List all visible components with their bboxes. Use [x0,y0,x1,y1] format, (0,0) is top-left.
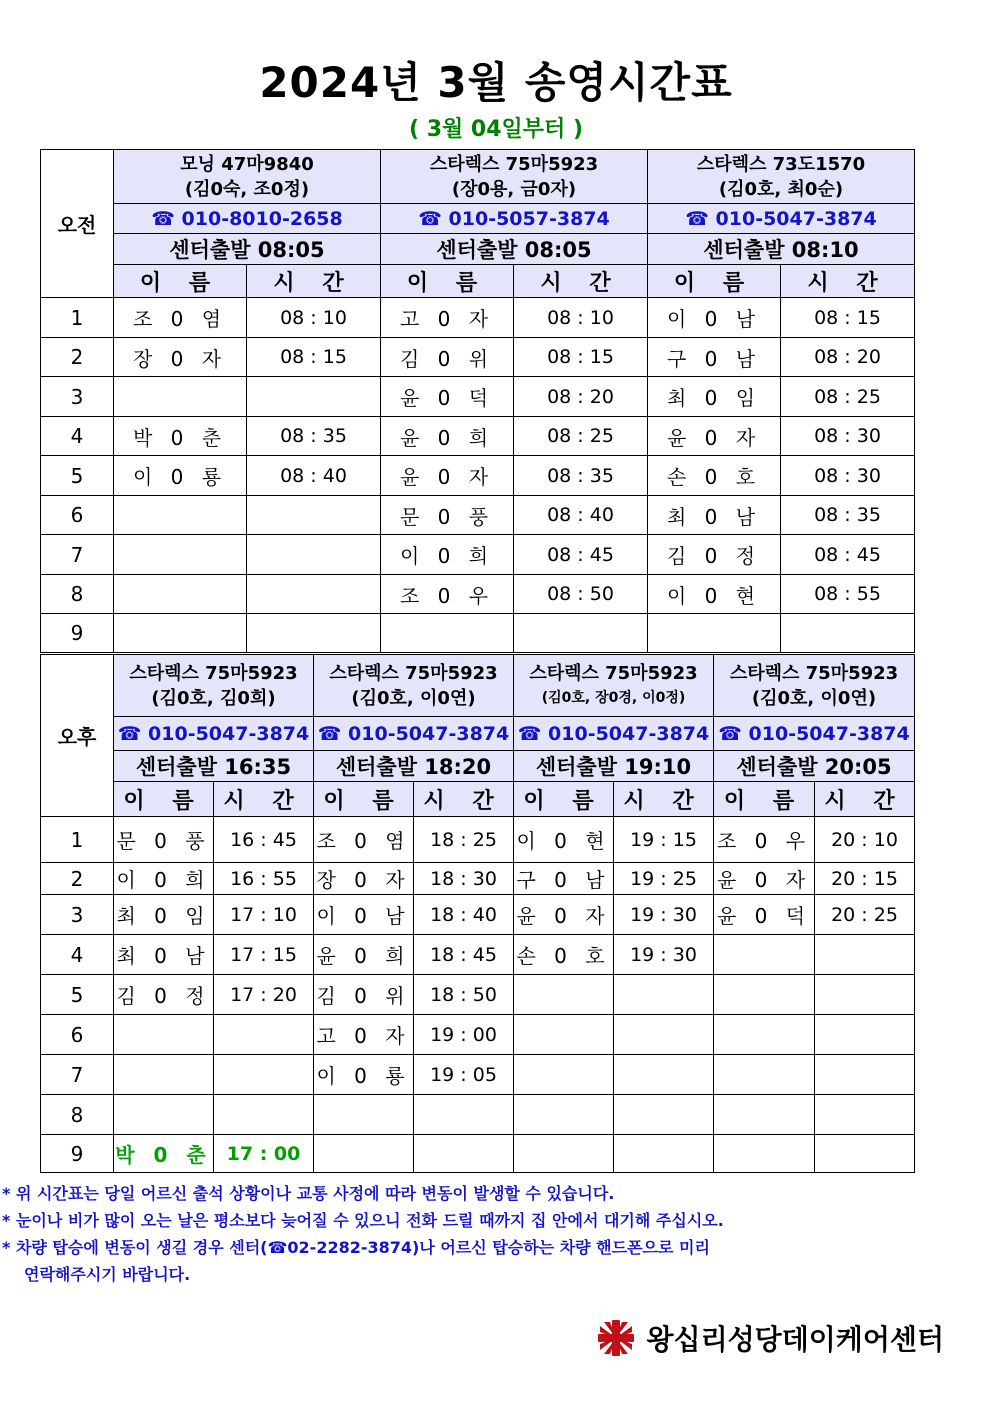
pickup-time: 18 : 25 [414,817,514,863]
passenger-name: 이 0 현 [648,575,781,614]
pickup-time: 18 : 45 [414,935,514,975]
passenger-name: 이 0 현 [514,817,614,863]
pickup-time: 16 : 45 [214,817,314,863]
passenger-name: 최 0 임 [114,895,214,935]
table-row [41,417,915,456]
pickup-time [614,1135,714,1173]
pickup-time: 08 : 40 [514,496,648,535]
row-number: 3 [41,377,114,417]
pickup-time: 08 : 15 [514,338,648,377]
passenger-name: 구 0 남 [648,338,781,377]
passenger-name: 이 0 룡 [114,456,247,496]
passenger-name: 윤 0 덕 [714,895,815,935]
pickup-time [815,1095,915,1135]
pickup-time: 17 : 20 [214,975,314,1015]
table-row [41,338,915,377]
passenger-name [114,535,247,575]
passenger-name: 문 0 풍 [114,817,214,863]
departure-time: 센터출발 16:35 [114,751,314,782]
passenger-name: 윤 0 자 [381,456,514,496]
note-line: * 눈이나 비가 많이 오는 날은 평소보다 늦어질 수 있으니 전화 드릴 때까지 집 안에서 대기해 주십시오. [2,1211,724,1230]
time-column-header: 시 간 [247,265,381,298]
page-subtitle: ( 3월 04일부터 ) [408,117,584,142]
name-column-header: 이 름 [114,782,214,817]
passenger-name [114,1015,214,1055]
pickup-time: 19 : 00 [414,1015,514,1055]
row-number: 5 [41,456,114,496]
pickup-time: 19 : 25 [614,863,714,895]
passenger-name: 조 0 우 [714,817,815,863]
pickup-time [614,1015,714,1055]
pickup-time: 08 : 10 [514,298,648,338]
morning-schedule-table [40,149,915,653]
pickup-time: 08 : 35 [247,417,381,456]
departure-time: 센터출발 08:10 [648,234,915,265]
pickup-time [514,614,648,653]
pickup-time: 20 : 10 [815,817,915,863]
pickup-time [414,1135,514,1173]
passenger-name: 이 0 룡 [314,1055,414,1095]
pickup-time: 19 : 15 [614,817,714,863]
table-row [41,535,915,575]
passenger-name [714,935,815,975]
afternoon-schedule-table [40,654,915,1173]
name-column-header: 이 름 [648,265,781,298]
cross-emblem-icon [596,1318,636,1358]
note-line: 연락해주시기 바랍니다. [24,1265,191,1284]
passenger-name: 윤 0 희 [381,417,514,456]
passenger-name: 이 0 희 [114,863,214,895]
pickup-time [214,1095,314,1135]
pickup-time [414,1095,514,1135]
morning-label: 오전 [41,150,114,298]
passenger-name: 이 0 남 [314,895,414,935]
passenger-name: 박 0 춘 [114,417,247,456]
pickup-time [247,614,381,653]
organization-logo [596,1318,944,1358]
table-row [41,817,915,863]
passenger-name: 김 0 정 [648,535,781,575]
name-column-header: 이 름 [714,782,815,817]
vehicle-phone: ☎ 010-5057-3874 [381,204,648,234]
pickup-time: 17 : 15 [214,935,314,975]
table-row [41,496,915,535]
passenger-name: 최 0 남 [648,496,781,535]
pickup-time: 08 : 20 [781,338,915,377]
row-number: 2 [41,863,114,895]
pickup-time: 16 : 55 [214,863,314,895]
notes [0,1180,992,1288]
pickup-time: 19 : 30 [614,895,714,935]
passenger-name: 박 0 춘 [114,1135,214,1173]
pickup-time: 08 : 25 [781,377,915,417]
table-row [41,975,915,1015]
row-number: 9 [41,614,114,653]
page-title: 2024년 3월 송영시간표 [259,58,733,107]
pickup-time: 08 : 20 [514,377,648,417]
organization-name: 왕십리성당데이케어센터 [646,1323,944,1356]
passenger-name: 고 0 자 [381,298,514,338]
departure-time: 센터출발 08:05 [114,234,381,265]
passenger-name [314,1135,414,1173]
table-row [41,863,915,895]
time-column-header: 시 간 [514,265,648,298]
pickup-time [614,1095,714,1135]
passenger-name: 윤 0 자 [714,863,815,895]
pickup-time: 08 : 55 [781,575,915,614]
name-column-header: 이 름 [381,265,514,298]
pickup-time [815,935,915,975]
vehicle-header: 모닝 47마9840 (김0숙, 조0정) [114,150,381,204]
pickup-time: 08 : 10 [247,298,381,338]
row-number: 3 [41,895,114,935]
passenger-name: 문 0 풍 [381,496,514,535]
vehicle-phone: ☎ 010-8010-2658 [114,204,381,234]
pickup-time: 08 : 50 [514,575,648,614]
row-number: 8 [41,1095,114,1135]
passenger-name [314,1095,414,1135]
pickup-time: 17 : 00 [214,1135,314,1173]
passenger-name: 고 0 자 [314,1015,414,1055]
afternoon-label: 오후 [41,655,114,817]
passenger-name: 김 0 위 [314,975,414,1015]
table-row [41,377,915,417]
pickup-time: 18 : 30 [414,863,514,895]
vehicle-phone: ☎ 010-5047-3874 [514,717,714,751]
table-row [41,895,915,935]
passenger-name [514,1095,614,1135]
passenger-name [714,1135,815,1173]
pickup-time: 19 : 30 [614,935,714,975]
row-number: 1 [41,298,114,338]
vehicle-phone: ☎ 010-5047-3874 [314,717,514,751]
pickup-time: 19 : 05 [414,1055,514,1095]
pickup-time: 18 : 50 [414,975,514,1015]
passenger-name [714,1055,815,1095]
passenger-name [381,614,514,653]
pickup-time [815,975,915,1015]
passenger-name: 최 0 남 [114,935,214,975]
table-row [41,1055,915,1095]
pickup-time: 08 : 45 [781,535,915,575]
row-number: 2 [41,338,114,377]
table-row [41,575,915,614]
row-number: 9 [41,1135,114,1173]
passenger-name: 장 0 자 [114,338,247,377]
row-number: 6 [41,496,114,535]
time-column-header: 시 간 [815,782,915,817]
table-row [41,935,915,975]
passenger-name: 이 0 남 [648,298,781,338]
row-number: 6 [41,1015,114,1055]
departure-time: 센터출발 08:05 [381,234,648,265]
pickup-time: 08 : 15 [247,338,381,377]
time-column-header: 시 간 [614,782,714,817]
vehicle-header: 스타렉스 75마5923 (김0호, 장0경, 이0정) [514,655,714,717]
pickup-time [781,614,915,653]
row-number: 7 [41,1055,114,1095]
name-column-header: 이 름 [114,265,247,298]
time-column-header: 시 간 [781,265,915,298]
name-column-header: 이 름 [514,782,614,817]
table-row [41,1135,915,1173]
departure-time: 센터출발 19:10 [514,751,714,782]
vehicle-phone: ☎ 010-5047-3874 [714,717,915,751]
note-line: * 위 시간표는 당일 어르신 출석 상황이나 교통 사정에 따라 변동이 발생할 수 있습니다. [2,1184,615,1203]
passenger-name [514,1135,614,1173]
passenger-name [648,614,781,653]
passenger-name [114,614,247,653]
pickup-time [247,535,381,575]
passenger-name: 구 0 남 [514,863,614,895]
time-column-header: 시 간 [214,782,314,817]
passenger-name [714,975,815,1015]
pickup-time: 08 : 25 [514,417,648,456]
pickup-time [815,1015,915,1055]
name-column-header: 이 름 [314,782,414,817]
row-number: 1 [41,817,114,863]
departure-time: 센터출발 18:20 [314,751,514,782]
row-number: 8 [41,575,114,614]
table-row [41,614,915,653]
passenger-name [714,1095,815,1135]
passenger-name: 윤 0 덕 [381,377,514,417]
passenger-name [714,1015,815,1055]
passenger-name: 김 0 정 [114,975,214,1015]
passenger-name [114,1055,214,1095]
pickup-time [247,377,381,417]
passenger-name: 이 0 희 [381,535,514,575]
pickup-time [214,1015,314,1055]
vehicle-header: 스타렉스 73도1570 (김0호, 최0순) [648,150,915,204]
table-row [41,298,915,338]
pickup-time: 08 : 45 [514,535,648,575]
pickup-time: 08 : 35 [514,456,648,496]
passenger-name: 손 0 호 [514,935,614,975]
passenger-name [114,377,247,417]
departure-time: 센터출발 20:05 [714,751,915,782]
vehicle-header: 스타렉스 75마5923 (김0호, 이0연) [714,655,915,717]
vehicle-phone: ☎ 010-5047-3874 [114,717,314,751]
row-number: 4 [41,935,114,975]
pickup-time: 20 : 25 [815,895,915,935]
pickup-time [614,975,714,1015]
pickup-time: 08 : 30 [781,456,915,496]
passenger-name [114,496,247,535]
pickup-time: 08 : 35 [781,496,915,535]
passenger-name [514,1055,614,1095]
pickup-time [214,1055,314,1095]
pickup-time [614,1055,714,1095]
row-number: 4 [41,417,114,456]
row-number: 7 [41,535,114,575]
pickup-time [247,496,381,535]
passenger-name: 조 0 염 [314,817,414,863]
pickup-time [247,575,381,614]
pickup-time: 18 : 40 [414,895,514,935]
passenger-name: 윤 0 희 [314,935,414,975]
vehicle-header: 스타렉스 75마5923 (장0용, 금0자) [381,150,648,204]
pickup-time: 08 : 30 [781,417,915,456]
passenger-name: 김 0 위 [381,338,514,377]
pickup-time: 08 : 15 [781,298,915,338]
vehicle-header: 스타렉스 75마5923 (김0호, 김0희) [114,655,314,717]
pickup-time [815,1135,915,1173]
passenger-name: 최 0 임 [648,377,781,417]
row-number: 5 [41,975,114,1015]
passenger-name [514,1015,614,1055]
passenger-name: 장 0 자 [314,863,414,895]
passenger-name: 손 0 호 [648,456,781,496]
pickup-time: 08 : 40 [247,456,381,496]
pickup-time: 20 : 15 [815,863,915,895]
table-row [41,456,915,496]
pickup-time [815,1055,915,1095]
passenger-name [114,1095,214,1135]
passenger-name: 윤 0 자 [514,895,614,935]
passenger-name: 조 0 염 [114,298,247,338]
table-row [41,1015,915,1055]
passenger-name [514,975,614,1015]
passenger-name [114,575,247,614]
time-column-header: 시 간 [414,782,514,817]
passenger-name: 조 0 우 [381,575,514,614]
vehicle-header: 스타렉스 75마5923 (김0호, 이0연) [314,655,514,717]
vehicle-phone: ☎ 010-5047-3874 [648,204,915,234]
pickup-time: 17 : 10 [214,895,314,935]
table-row [41,1095,915,1135]
passenger-name: 윤 0 자 [648,417,781,456]
note-line: * 차량 탑승에 변동이 생길 경우 센터(☎02-2282-3874)나 어르신 탑승하는 차량 핸드폰으로 미리 [2,1238,710,1257]
